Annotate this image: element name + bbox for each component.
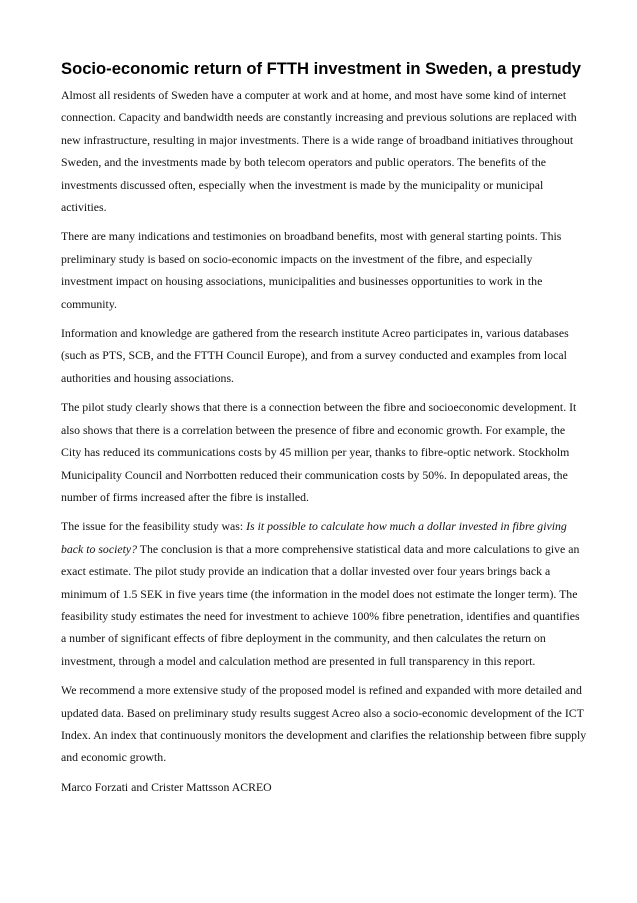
document-title: Socio-economic return of FTTH investment in Sweden, a prestudy — [61, 59, 582, 78]
paragraph-intro: Almost all residents of Sweden have a computer at work and at home, and most have some kind of internet connection. Capacity and bandwidth needs are constantly increasing and previous solutions are replaced with new infrastructure, resulting in major investments. There is a wide range of broadband initiatives throughout Sweden, and the investments made by both telecom operators and public operators. The benefits of the investments discussed often, especially when the investment is made by the municipality or municipal activities. — [61, 88, 577, 215]
feasibility-lead: The issue for the feasibility study was: — [61, 519, 247, 534]
paragraph-information-sources: Information and knowledge are gathered from the research institute Acreo participates in, various databases (such as PTS, SCB, and the FTTH Council Europe), and from a survey conducted and examples from local authorities and housing associations. — [61, 326, 569, 385]
feasibility-question: Is it possible to calculate how much a dollar invested in fibre giving back to society? — [61, 519, 567, 556]
paragraph-feasibility — [61, 515, 587, 672]
document-page — [61, 59, 587, 805]
paragraph-indications: There are many indications and testimonies on broadband benefits, most with general starting points. This preliminary study is based on socio-economic impacts on the investment of the fibre, and especially investment impact on housing associations, municipalities and businesses opportunities to work in the community. — [61, 229, 562, 311]
paragraph-recommendation: We recommend a more extensive study of the proposed model is refined and expanded with more detailed and updated data. Based on preliminary study results suggest Acreo also a socio-economic development of the ICT Index. An index that continuously monitors the development and clarifies the relationship between fibre supply and economic growth. — [61, 683, 587, 765]
author-signature: Marco Forzati and Crister Mattsson ACREO — [61, 779, 272, 794]
feasibility-rest: The conclusion is that a more comprehensive statistical data and more calculations to give an exact estimate. The pilot study provide an indication that a dollar invested over four years brings back a minimum of 1.5 SEK in five years time (the information in the model does not estimate the longer term). The feasibility study estimates the need for investment to achieve 100% fibre penetration, identifies and quantifies a number of significant effects of fibre deployment in the community, and then calculates the return on investment, through a model and calculation method are presented in full transparency in this report. — [61, 541, 580, 668]
paragraph-pilot-study: The pilot study clearly shows that there is a connection between the fibre and socioeconomic development. It also shows that there is a correlation between the presence of fibre and economic growth. For example, the City has reduced its communications costs by 45 million per year, thanks to fibre-optic network. Stockholm Municipality Council and Norrbotten reduced their communication costs by 50%. In depopulated areas, the number of firms increased after the fibre is installed. — [61, 400, 577, 504]
